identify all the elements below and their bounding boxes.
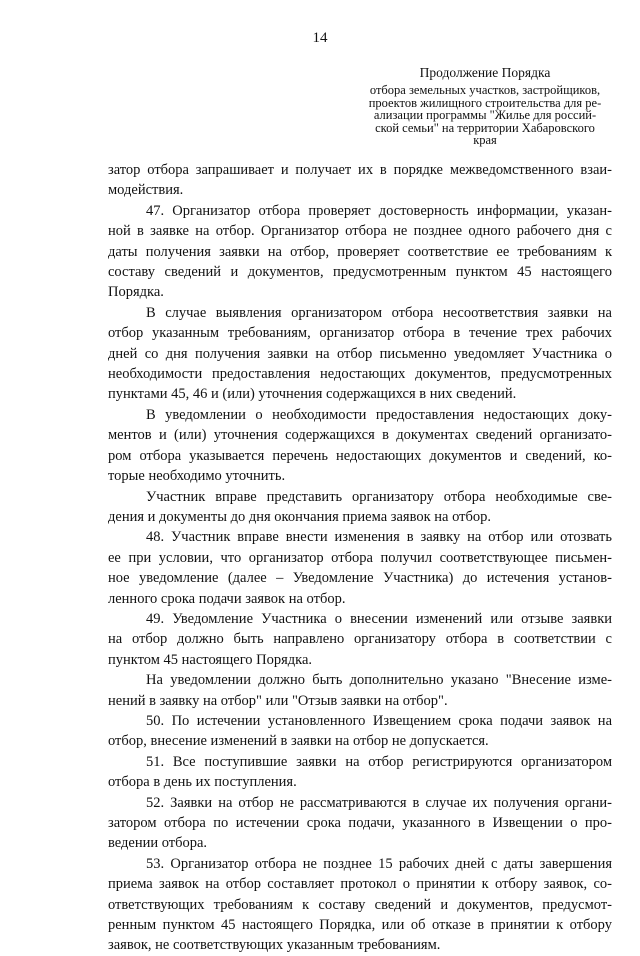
text-line: ментов и (или) уточнения содержащихся в документах сведений организато- <box>108 427 612 444</box>
paragraph <box>108 670 612 711</box>
text-line: В уведомлении о необходимости предоставления недостающих доку- <box>146 406 612 423</box>
text-line: отбор указанным требованиям, организатор отбора в течение трех рабочих <box>108 325 612 342</box>
paragraph <box>108 711 612 752</box>
paragraph <box>108 160 612 201</box>
text-line: На уведомлении должно быть дополнительно указано "Внесение изме- <box>146 672 612 689</box>
text-line: ное уведомление (далее – Уведомление Участника) до истечения установ- <box>108 570 612 587</box>
header-line: проектов жилищного строительства для ре- <box>368 95 602 110</box>
text-line: затором отбора по истечении срока подачи, указанного в Извещении о про- <box>108 815 612 831</box>
text-line: 50. По истечении установленного Извещением срока подачи заявок на <box>146 712 612 729</box>
text-line: дней со дня получения заявки на отбор письменно уведомляет Участника о <box>108 345 612 362</box>
text-line: торые необходимо уточнить. <box>108 468 286 485</box>
text-line: необходимости предоставления недостающих документов, предусмотренных <box>108 366 612 383</box>
text-line: даты получения заявки на отбор, проверяет соответствие ее требованиям к <box>108 243 612 260</box>
text-line: ответствующих требованиям к составу сведений и документов, предусмот- <box>108 896 612 913</box>
text-line: ведении отбора. <box>108 835 208 852</box>
document-body <box>108 160 612 956</box>
text-line: В случае выявления организатором отбора несоответствия заявки на <box>146 304 612 321</box>
paragraph <box>108 303 612 405</box>
header-title: Продолжение Порядка <box>419 65 551 80</box>
text-line: ром отбора указывается перечень недостающих документов и сведений, ко- <box>108 447 612 464</box>
paragraph <box>108 527 612 609</box>
text-line: 48. Участник вправе внести изменения в заявку на отбор или отозвать <box>146 529 612 546</box>
text-line: 53. Организатор отбора не позднее 15 рабочих дней с даты завершения <box>146 855 612 872</box>
text-line: пунктом 45 настоящего Порядка. <box>108 651 313 668</box>
text-line: дения и документы до дня окончания приема заявок на отбор. <box>108 508 491 525</box>
paragraph <box>108 405 612 487</box>
header-line: края <box>473 133 497 148</box>
paragraph <box>108 487 612 528</box>
text-line: приема заявок на отбор составляет протокол о принятии к отбору заявок, со- <box>108 876 612 893</box>
header-line: ализации программы "Жилье для россий- <box>373 108 597 123</box>
paragraph <box>108 752 612 793</box>
text-line: ной в заявке на отбор. Организатор отбора не позднее одного рабочего дня с <box>108 223 612 240</box>
text-line: 51. Все поступившие заявки на отбор регистрируются организатором <box>146 753 612 770</box>
text-line: на отбор должно быть направлено организатору отбора в соответствии с <box>108 631 612 648</box>
text-line: ренным пунктом 45 настоящего Порядка, или об отказе в принятии к отбору <box>108 917 612 934</box>
paragraph <box>108 609 612 670</box>
running-header <box>354 64 616 147</box>
paragraph <box>108 201 612 303</box>
text-line: 49. Уведомление Участника о внесении изменений или отзыве заявки <box>146 610 612 627</box>
header-line: отбора земельных участков, застройщиков, <box>369 83 601 97</box>
text-line: Участник вправе представить организатору отбора необходимые све- <box>146 488 612 505</box>
text-line: Порядка. <box>108 284 164 301</box>
text-line: затор отбора запрашивает и получает их в порядке межведомственного взаи- <box>108 162 612 178</box>
text-line: 47. Организатор отбора проверяет достоверность информации, указан- <box>146 202 612 219</box>
text-line: заявок, не соответствующих указанным требованиям. <box>108 937 441 954</box>
text-line: модействия. <box>108 182 184 199</box>
page-number: 14 <box>312 30 328 46</box>
text-line: составу сведений и документов, предусмотренным пунктом 45 настоящего <box>108 264 612 281</box>
text-line: ленного срока подачи заявок на отбор. <box>108 590 346 607</box>
text-line: отбор, внесение изменений в заявки на отбор не допускается. <box>108 733 489 750</box>
paragraph <box>108 793 612 854</box>
text-line: ее при условии, что организатор отбора получил соответствующее письмен- <box>108 549 612 566</box>
text-line: отбора в день их поступления. <box>108 774 297 791</box>
header-line: ской семьи" на территории Хабаровского <box>375 120 595 135</box>
text-line: 52. Заявки на отбор не рассматриваются в случае их получения органи- <box>146 794 612 811</box>
text-line: нений в заявку на отбор" или "Отзыв заявки на отбор". <box>108 692 448 709</box>
text-line: пунктами 45, 46 и (или) уточнения содержащихся в них сведений. <box>108 386 517 403</box>
